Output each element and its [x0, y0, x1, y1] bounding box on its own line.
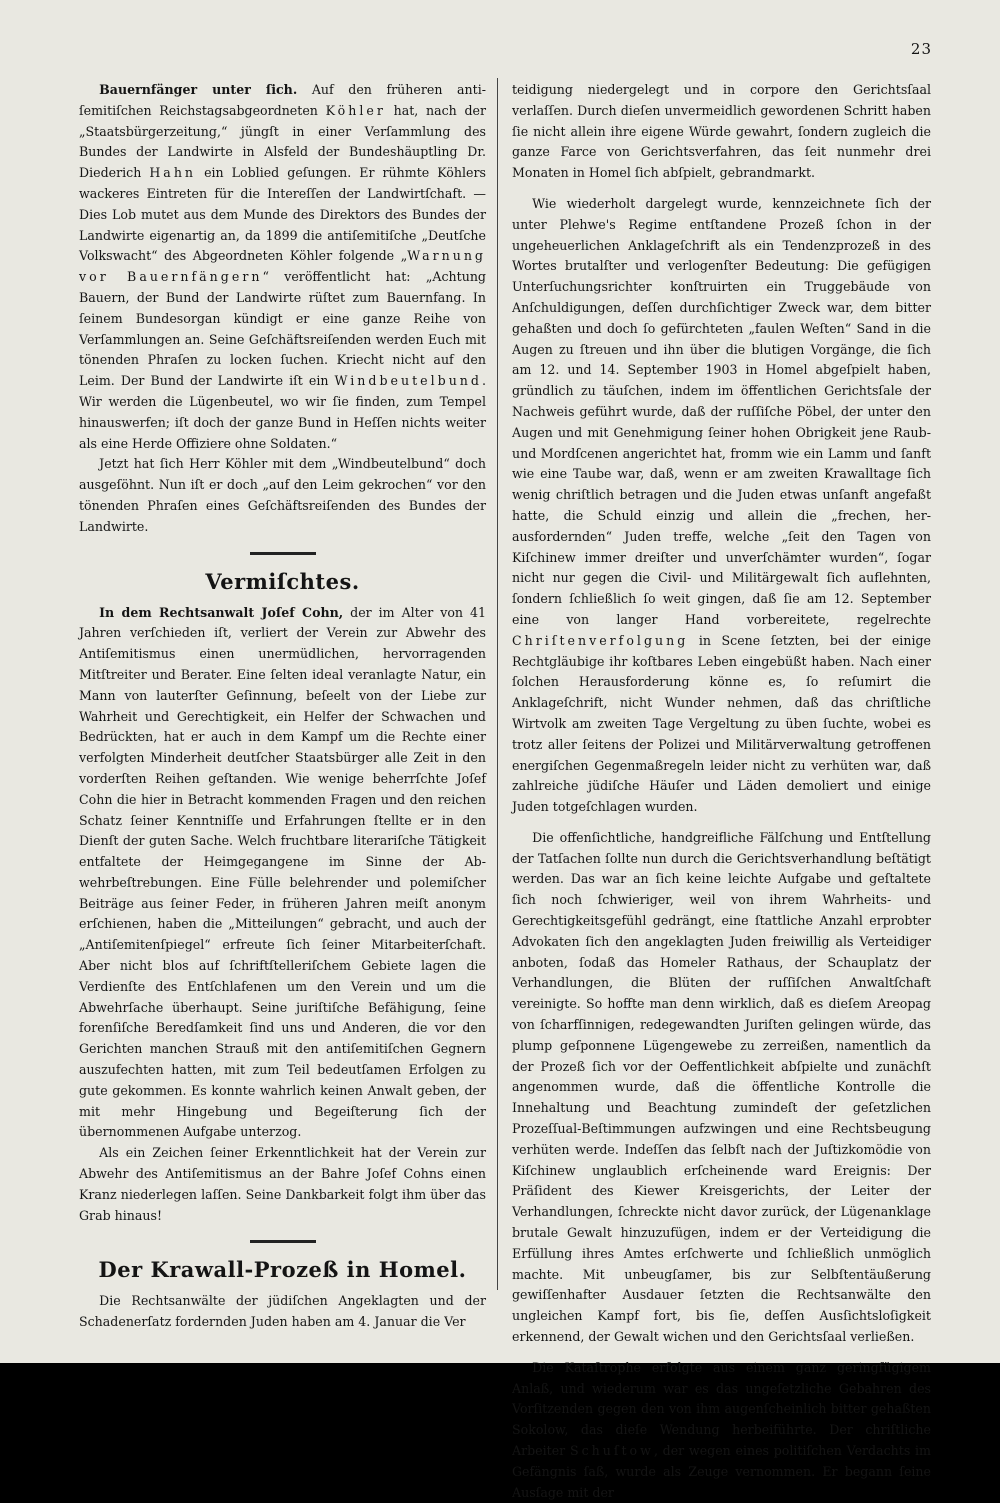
- article-krawall-continued: teidigung niedergelegt und in corpore den Gerichtsſaal verlaſſen. Durch dieſen unvermeidlich gewordenen Schritt haben ſie nicht allein ihre eigene Würde gewahrt, ſondern zugleich die ganze Farce von Gerichtsverfahren, das ſeit nunmehr drei Monaten in Homel ſich abſpielt, gebrandmarkt.: [512, 82, 931, 181]
- paragraph-gap: [512, 818, 931, 828]
- article-cohn-para-2: Als ein Zeichen ſeiner Erkenntlichkeit hat der Verein zur Abwehr des Antiſemitismus an der Bahre Joſef Cohns einen Kranz niederlegen laſſen. Seine Dankbarkeit folgt ihm über das Grab hinaus!: [79, 1145, 486, 1223]
- section-title-krawall-prozess: Der Krawall-Prozeß in Homel.: [98, 1257, 467, 1283]
- article-krawall-para-3: Die offenſichtliche, handgreifliche Fälſchung und Entſtellung der Tatſachen ſollte nun durch die Gerichtsverhandlung beſtätigt werden. Das war an ſich keine leichte Aufgabe und geſtaltete ſich noch ſchwieriger, weil von ihrem Wahrheits- und Gerechtigkeitsgefühl gedrängt, eine ſtattliche Anzahl erprobter Advokaten ſich den angeklagten Juden freiwillig als Verteidiger anboten, ſodaß das Homeler Rathaus, der Schauplatz der Verhandlungen, die Blüten der ruſſiſchen Anwaltſchaft vereinigte. So hoffte man denn wirklich, daß es dieſem Areopag von ſcharfſinnigen, redegewandten Juriſten gelingen würde, das plump geſponnene Lügengewebe zu zerreißen, namentlich da der Prozeß ſich vor der Oeffentlichkeit abſpielte und zunächſt angenommen wurde, daß die öffentliche Kontrolle die Innehaltung und Beachtung zumindeſt der geſetzlichen Prozeſſual-Beſtimmungen aufzwingen und eine Rechtsbeugung verhüten werde. Indeſſen das ſelbſt nach der Juſtizkomödie von Kiſchinew unglaublich erſcheinende ward Ereignis: Der Präſident des Kiewer Kreisgerichts, der Leiter der Verhandlungen, ſchreckte nicht davor zurück, der Lügenanklage brutale Gewalt hinzuzufügen, indem er der Verteidigung die Erfüllung ihres Amtes erſchwerte und ſchließlich unmöglich machte. Mit unbeugſamer, bis zur Selbſtentäußerung gewiſſenhafter Ausdauer ſetzten die Rechtsanwälte den ungleichen Kampf fort, bis ſie, deſſen Ausſichtsloſigkeit erkennend, der Gewalt wichen und den Gerichtsſaal verließen.: [512, 829, 931, 1345]
- article-krawall-para-4: Die Kataſtrophe erfolgte aus einem ganz geringfügigem Anlaß, und wiederum war es das ungeſetzliche Gebahren des Vorſitzenden gegen den von ihm augenſcheinlich bitter gehaßten Sokolow, das dieſe Wendung herbeiführte. Der chriſtliche Arbeiter Schuſtow, der wegen eines politiſchen Verdachts im Gefängnis ſaß, wurde als Zeuge vernommen. Er begann ſeine Ausſage mit der: [512, 1359, 931, 1500]
- section-title-vermischtes: Vermiſchtes.: [205, 568, 360, 594]
- paragraph-gap: [512, 1348, 931, 1358]
- page-number: 23: [910, 40, 932, 58]
- spaced-warnung: Warnung vor Bauernfängern: [79, 248, 486, 285]
- spaced-windbeutelbund: Windbeutelbund: [334, 373, 482, 389]
- article-bauernfaenger-para-2: Jetzt hat ſich Herr Köhler mit dem „Windbeutelbund“ doch ausgeſöhnt. Nun iſt er doch „auf den Leim gekrochen“ vor den tönenden Phraſen eines Geſchäftsreiſenden des Bundes der Landwirte.: [79, 456, 486, 534]
- name-koehler: Köhler: [325, 102, 386, 118]
- article-bauernfaenger: Bauernfänger unter ſich. Auf den früheren antiſemitiſchen Reichstagsabgeordneten Köhler hat, nach der „Staatsbürgerzeitung,“ jüngſt in einer Verſammlung des Bundes der Landwirte in Alsfeld der Bundeshäuptling Dr. Diederich Hahn ein Loblied geſungen. Er rühmte Köhlers wackeres Eintreten für die Intereſſen der Landwirtſchaft. — Dies Lob mutet aus dem Munde des Direktors des Bundes der Landwirte eigenartig an, da 1899 die antiſemitiſche „Deutſche Volkswacht“ des Abgeordneten Köhler folgende „Warnung vor Bauernfängern“ veröffentlicht hat: „Achtung Bauern, der Bund der Landwirte rüſtet zum Bauernfang. In ſeinem Bundesorgan kündigt er eine ganze Reihe von Verſammlungen an. Seine Geſchäftsreiſenden werden Euch mit tönenden Phraſen zu locken ſuchen. Kriecht nicht auf den Leim. Der Bund der Landwirte iſt ein Windbeutelbund. Wir werden die Lügenbeutel, wo wir ſie finden, zum Tempel hinauswerfen; iſt doch der ganze Bund in Heſſen nichts weiter als eine Herde Offiziere ohne Soldaten.“: [79, 82, 487, 451]
- right-column: [512, 80, 931, 1503]
- article-heading-cohn: In dem Rechtsanwalt Joſef Cohn,: [99, 604, 344, 620]
- article-heading-bauernfaenger: Bauernfänger unter ſich.: [99, 82, 298, 97]
- section-divider: [250, 552, 316, 555]
- spaced-christenverfolgung: Chriſtenverfolgung: [512, 632, 689, 648]
- article-krawall-para-2: Wie wiederholt dargelegt wurde, kennzeichnete ſich der unter Plehwe's Regime entſtandene Prozeß ſchon in der ungeheuerlichen Anklageſchrift als ein Tendenzprozeß in des Wortes brutalſter und verlogenſter Bedeutung: Die gefügigen Unterſuchungsrichter konſtruirten ein Truggebäude von Anſchuldigungen, deſſen durchſichtiger Zweck war, dem bitter gehaßten und doch ſo gefürchteten „faulen Weſten“ Sand in die Augen zu ſtreuen und ihn über die blutigen Vorgänge, die ſich am 12. und 14. September 1903 in Homel abgeſpielt haben, gründlich zu täuſchen, indem im öffentlichen Gerichtsſale der Nachweis geführt wurde, daß der ruſſiſche Pöbel, der unter den Augen und mit Genehmigung ſeiner hohen Obrigkeit jene Raub- und Mordſcenen angerichtet hat, fromm wie ein Lamm und ſanft wie eine Taube war, daß, wenn er am zweiten Krawalltage ſich wenig chriſtlich betragen und die Juden etwas unſanft angefaßt hatte, die Schuld einzig und allein die „frechen, herausfordernden“ Juden treffe, welche „ſeit den Tagen von Kiſchinew immer dreiſter und unverſchämter wurden“, ſogar nicht nur gegen die Civil- und Militärgewalt ſich auflehnten, ſondern ſchließlich ſo weit gingen, daß ſie am 12. September eine von langer Hand vorbereitete, regelrechte Chriſtenverfolgung in Scene ſetzten, bei der einige Rechtgläubige ihr koſtbares Leben eingebüßt haben. Nach einer ſolchen Herausforderung könne es, ſo reſumirt die Anklageſchrift, nicht Wunder nehmen, daß das chriſtliche Wirtvolk am zweiten Tage Vergeltung zu üben ſuchte, wobei es trotz aller ſeitens der Polizei und Militärverwaltung getroffenen energiſchen Gegenmaßregeln leider nicht zu verhüten war, daß zahlreiche jüdiſche Häuſer und Läden demoliert und einige Juden totgeſchlagen wurden.: [512, 195, 931, 815]
- section-divider: [250, 1240, 316, 1243]
- left-column: [79, 80, 486, 1333]
- article-krawall-para-1: Die Rechtsanwälte der jüdiſchen Angeklagten und der Schadenerſatz fordernden Juden haben am 4. Januar die Ver: [79, 1293, 486, 1330]
- column-divider: [497, 78, 498, 1290]
- name-schustow: Schuſtow: [569, 1443, 654, 1458]
- paragraph-gap: [512, 184, 931, 194]
- article-cohn: In dem Rechtsanwalt Joſef Cohn, der im Alter von 41 Jahren verſchieden iſt, verliert der Verein zur Abwehr des Antiſemitismus einen unermüdlichen, hervorragenden Mitſtreiter und Berater. Eine ſelten ideal veranlagte Natur, ein Mann von lauterſter Geſinnung, beſeelt von der Liebe zur Wahrheit und Gerechtigkeit, ein Helfer der Schwachen und Bedrückten, hat er auch in dem Kampf um die Rechte einer verfolgten Minderheit deutſcher Staatsbürger alle Zeit in den vorderſten Reihen geſtanden. Wie wenige beherrſchte Joſef Cohn die hier in Betracht kommenden Fragen und den reichen Schatz ſeiner Kenntniſſe und Erfahrungen ſtellte er in den Dienſt der guten Sache. Welch fruchtbare literariſche Tätigkeit entfaltete der Heimgegangene im Sinne der Abwehrbeſtrebungen. Eine Fülle belehrender und polemiſcher Beiträge aus ſeiner Feder, in früheren Jahren meiſt anonym erſchienen, haben die „Mitteilungen“ gebracht, und auch der „Antiſemitenſpiegel“ erfreute ſich ſeiner Mitarbeiterſchaft. Aber nicht blos auf ſchriftſtelleriſchem Gebiete lagen die Verdienſte des Entſchlafenen um den Verein und um die Abwehrſache überhaupt. Seine juriſtiſche Befähigung, ſeine forenſiſche Beredſamkeit ſind uns und Anderen, die vor den Gerichten manchen Strauß mit den antiſemitiſchen Gegnern auszufechten hatten, mit zum Teil bedeutſamen Erfolgen zu gute gekommen. Es konnte wahrlich keinen Anwalt geben, der mit mehr Hingebung und Begeiſterung ſich der übernommenen Aufgabe unterzog.: [79, 604, 486, 1140]
- name-hahn: Hahn: [149, 165, 197, 181]
